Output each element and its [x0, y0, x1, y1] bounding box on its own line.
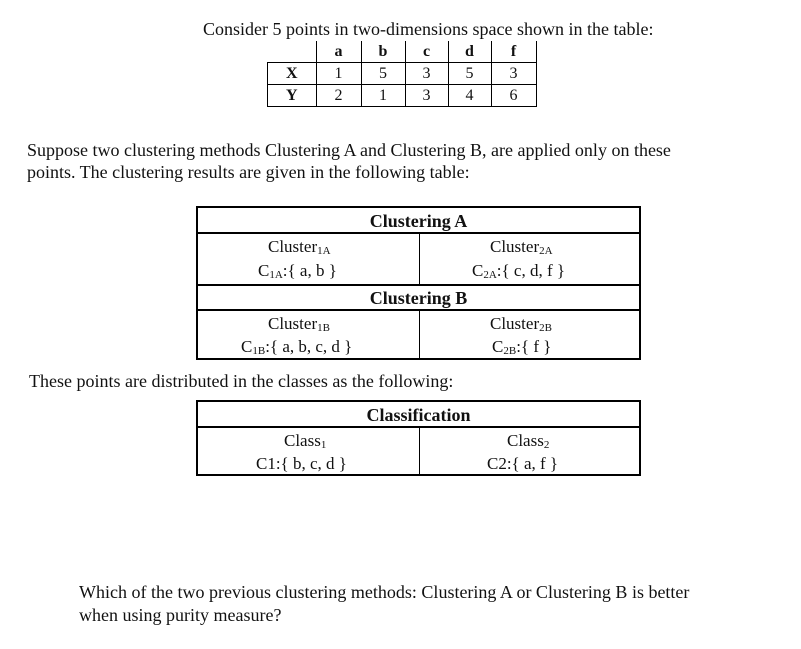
- points-row-x: [268, 63, 537, 85]
- class-1-name: Class$_1$: [284, 431, 327, 451]
- column-divider: [419, 428, 420, 474]
- cluster-1a-set: $C_{1A}$:{ a, b }: [258, 261, 337, 281]
- cluster-2b-name: Cluster$_{2B}$: [490, 314, 552, 334]
- header-cell: d: [448, 41, 491, 63]
- cluster-1a-name: Cluster$_{1A}$: [268, 237, 331, 257]
- points-header-row: [268, 41, 537, 63]
- classification-title: Classification: [366, 405, 471, 425]
- header-cell: c: [405, 41, 448, 63]
- value-cell: 3: [491, 63, 536, 85]
- clustering-table: [196, 206, 641, 360]
- question-line-1: Which of the two previous clustering methods: Clustering A or Clustering B is better: [79, 582, 690, 602]
- intro-text: Consider 5 points in two-dimensions space shown in the table:: [203, 19, 654, 39]
- value-cell: 3: [405, 85, 448, 107]
- class-1-set: C1:{ b, c, d }: [256, 454, 347, 473]
- value-cell: 1: [316, 63, 361, 85]
- question-line-2: when using purity measure?: [79, 605, 282, 625]
- cluster-2a-name: Cluster$_{2A}$: [490, 237, 553, 257]
- value-cell: 2: [316, 85, 361, 107]
- points-row-y: [268, 85, 537, 107]
- row-label: Y: [268, 85, 317, 107]
- paragraph-line-2: points. The clustering results are given in the following table:: [27, 162, 470, 182]
- row-label: X: [268, 63, 317, 85]
- corner-cell: [268, 41, 317, 63]
- header-cell: b: [361, 41, 405, 63]
- classification-table: [196, 400, 641, 476]
- divider: [198, 284, 639, 286]
- value-cell: 3: [405, 63, 448, 85]
- class-2-name: Class$_2$: [507, 431, 550, 451]
- header-cell: a: [316, 41, 361, 63]
- class-2-set: C2:{ a, f }: [487, 454, 559, 473]
- cluster-2b-set: $C_{2B}$:{ f }: [492, 337, 552, 357]
- cluster-1b-set: $C_{1B}$:{ a, b, c, d }: [241, 337, 353, 357]
- clustering-a-title: Clustering A: [369, 211, 468, 231]
- value-cell: 1: [361, 85, 405, 107]
- cluster-1b-name: Cluster$_{1B}$: [268, 314, 330, 334]
- paragraph-line-1: Suppose two clustering methods Clustering A and Clustering B, are applied only on these: [27, 140, 671, 160]
- value-cell: 5: [448, 63, 491, 85]
- classes-intro: These points are distributed in the classes as the following:: [29, 371, 454, 391]
- value-cell: 6: [491, 85, 536, 107]
- clustering-b-title: Clustering B: [369, 288, 468, 308]
- points-table: [267, 41, 537, 107]
- value-cell: 4: [448, 85, 491, 107]
- cluster-2a-set: $C_{2A}$:{ c, d, f }: [472, 261, 566, 281]
- column-divider: [419, 311, 420, 358]
- column-divider: [419, 234, 420, 284]
- value-cell: 5: [361, 63, 405, 85]
- header-cell: f: [491, 41, 536, 63]
